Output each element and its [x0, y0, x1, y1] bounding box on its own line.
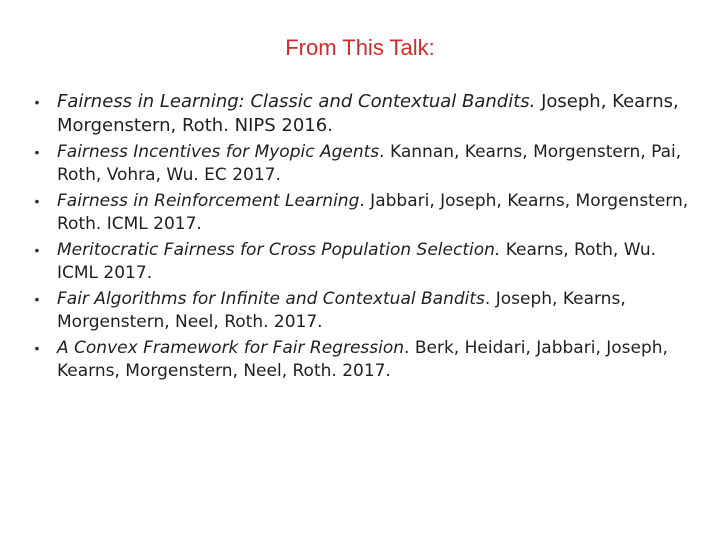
- paper-details: Kearns, Roth, Wu. ICML 2017.: [57, 240, 657, 283]
- paper-title: Fairness in Reinforcement Learning: [57, 191, 360, 211]
- paper-title: Fairness Incentives for Myopic Agents: [57, 142, 380, 162]
- list-item: [30, 141, 700, 187]
- reference-list: [30, 90, 700, 386]
- bullet-icon: •: [34, 193, 40, 209]
- list-item: [30, 288, 700, 334]
- paper-title: Meritocratic Fairness for Cross Population Selection.: [57, 240, 501, 260]
- bullet-icon: •: [34, 94, 40, 110]
- slide-title: From This Talk:: [285, 35, 435, 60]
- list-item: [30, 239, 700, 285]
- bullet-icon: •: [34, 291, 40, 307]
- list-item: [30, 337, 700, 383]
- bullet-icon: •: [34, 144, 40, 160]
- bullet-icon: •: [34, 242, 40, 258]
- paper-details: . Kannan, Kearns, Morgenstern, Pai, Roth, Vohra, Wu. EC 2017.: [57, 142, 682, 185]
- paper-title: Fair Algorithms for Infinite and Contextual Bandits: [57, 289, 485, 309]
- paper-details: Joseph, Kearns, Morgenstern, Roth. NIPS 2016.: [57, 91, 679, 136]
- paper-details: . Joseph, Kearns, Morgenstern, Neel, Roth. 2017.: [57, 289, 626, 332]
- paper-details: . Berk, Heidari, Jabbari, Joseph, Kearns, Morgenstern, Neel, Roth. 2017.: [57, 338, 668, 381]
- paper-title: A Convex Framework for Fair Regression: [57, 338, 405, 358]
- list-item: [30, 190, 700, 236]
- paper-title: Fairness in Learning: Classic and Contextual Bandits.: [57, 91, 536, 112]
- bullet-icon: •: [34, 340, 40, 356]
- paper-details: . Jabbari, Joseph, Kearns, Morgenstern, Roth. ICML 2017.: [57, 191, 689, 234]
- list-item: [30, 90, 700, 138]
